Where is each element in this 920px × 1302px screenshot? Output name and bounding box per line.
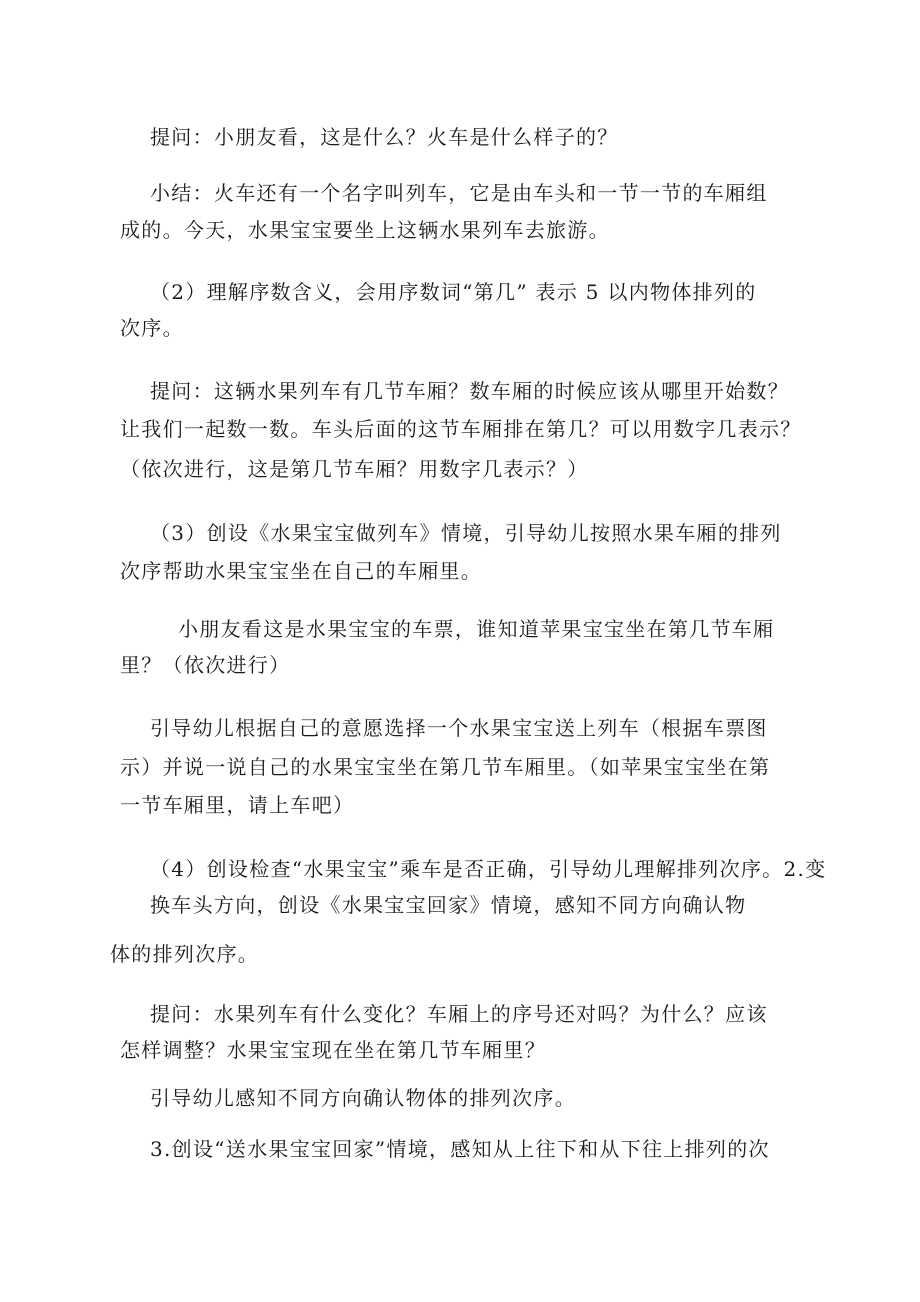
text-line: （4）创设检查“水果宝宝”乘车是否正确，引导幼儿理解排列次序。2.变 [150, 857, 827, 881]
text-line: 成的。今天，水果宝宝要坐上这辆水果列车去旅游。 [120, 218, 610, 242]
text-line: 提问：水果列车有什么变化？车厢上的序号还对吗？为什么？应该 [150, 1002, 768, 1026]
text-line: 引导幼儿根据自己的意愿选择一个水果宝宝送上列车（根据车票图 [150, 716, 768, 740]
text-line: 次序。 [120, 316, 184, 340]
text-line: 3.创设“送水果宝宝回家”情境，感知从上往下和从下往上排列的次 [150, 1137, 770, 1161]
text-line: 提问：小朋友看，这是什么？火车是什么样子的？ [150, 125, 619, 149]
text-line: 一节车厢里，请上车吧） [120, 793, 355, 817]
text-line: 怎样调整？水果宝宝现在坐在第几节车厢里？ [120, 1038, 546, 1062]
text-line: 让我们一起数一数。车头后面的这节车厢排在第几？可以用数字几表示？ [120, 417, 802, 441]
text-line: 里？（依次进行） [120, 653, 291, 677]
text-line: 小结：火车还有一个名字叫列车，它是由车头和一节一节的车厢组 [150, 181, 768, 205]
text-line: 小朋友看这是水果宝宝的车票，谁知道苹果宝宝坐在第几节车厢 [178, 617, 775, 641]
text-line: 引导幼儿感知不同方向确认物体的排列次序。 [150, 1086, 576, 1110]
text-line: 示）并说一说自己的水果宝宝坐在第几节车厢里。（如苹果宝宝坐在第 [120, 755, 771, 779]
text-line: 体的排列次序。 [110, 942, 260, 966]
text-line: （依次进行，这是第几节车厢？用数字几表示？） [120, 457, 589, 481]
text-line: （2）理解序数含义，会用序数词“第几” 表示 5 以内物体排列的 [150, 280, 757, 304]
text-line: 提问：这辆水果列车有几节车厢？数车厢的时候应该从哪里开始数？ [150, 379, 789, 403]
text-line: 次序帮助水果宝宝坐在自己的车厢里。 [120, 559, 483, 583]
text-line: 换车头方向，创设《水果宝宝回家》情境，感知不同方向确认物 [150, 893, 747, 917]
text-line: （3）创设《水果宝宝做列车》情境，引导幼儿按照水果车厢的排列 [150, 521, 782, 545]
